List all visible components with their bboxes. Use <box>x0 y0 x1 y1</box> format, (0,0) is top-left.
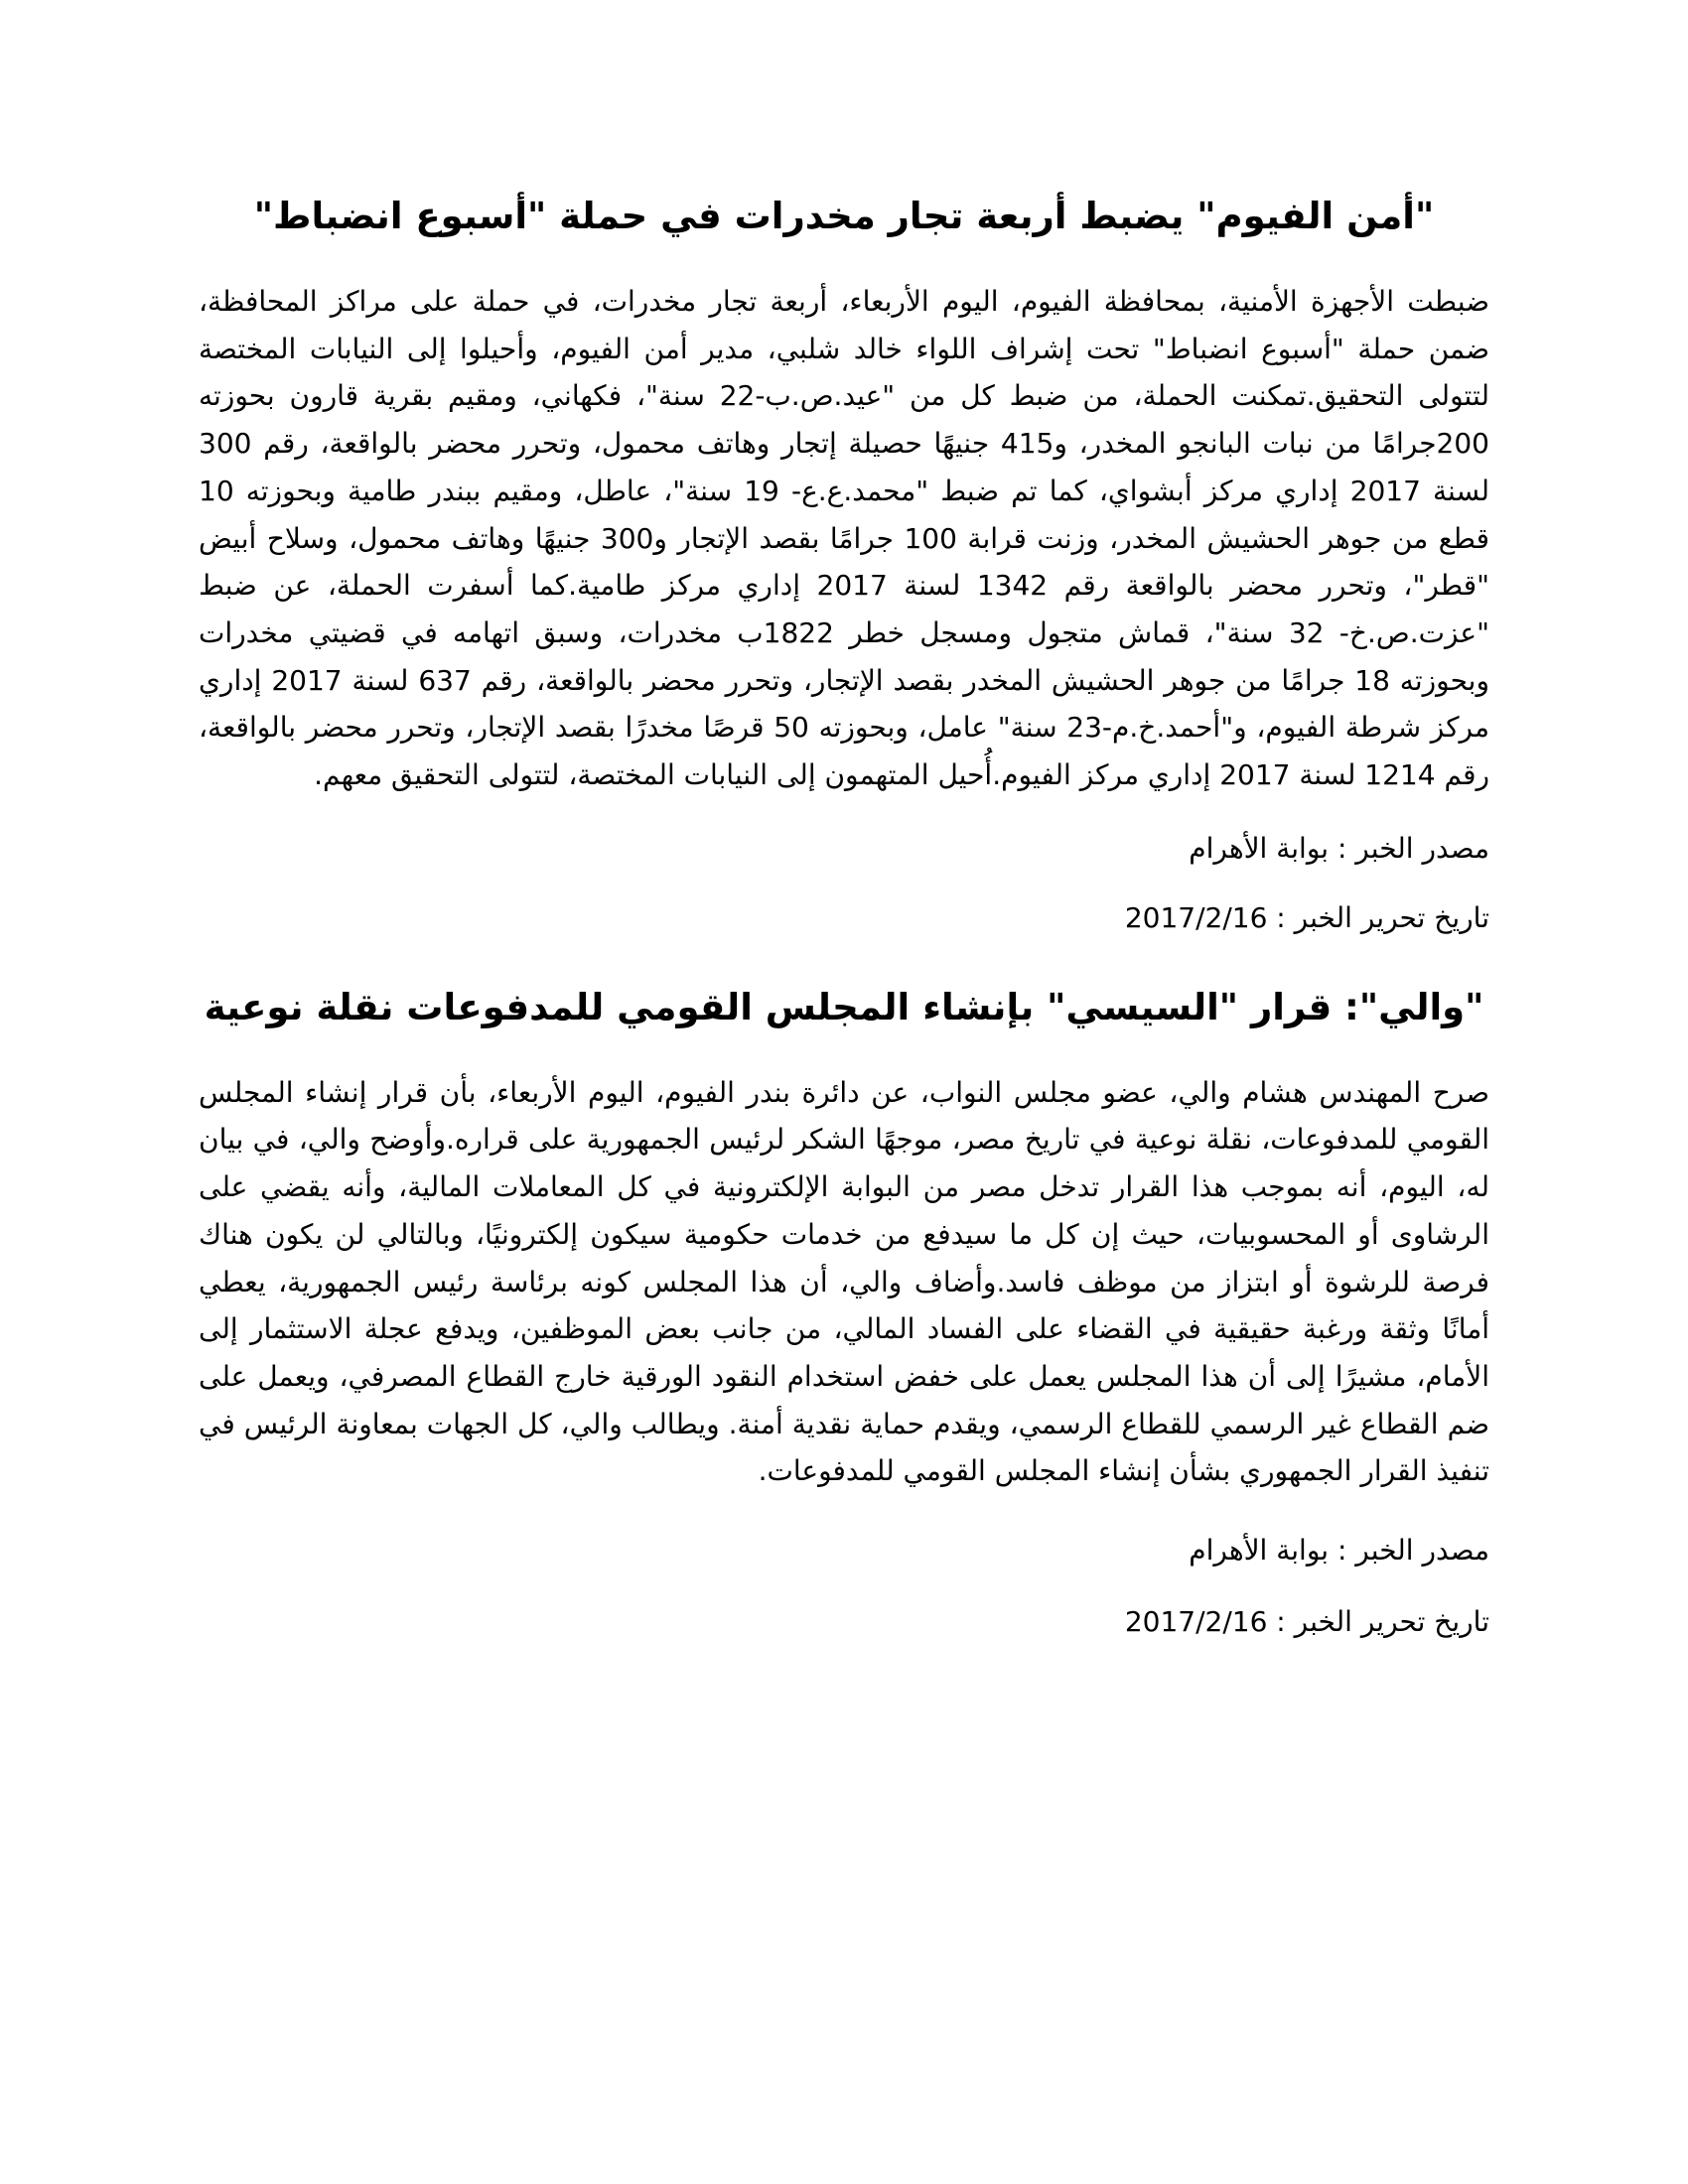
article-headline: "أمن الفيوم" يضبط أربعة تجار مخدرات في حملة "أسبوع انضباط" <box>253 195 1435 237</box>
article-source: مصدر الخبر : بوابة الأهرام <box>1189 831 1489 865</box>
news-article-1 <box>199 189 1489 938</box>
article-headline: "والي": قرار "السيسي" بإنشاء المجلس القومي للمدفوعات نقلة نوعية <box>204 985 1484 1028</box>
article-body: ضبطت الأجهزة الأمنية، بمحافظة الفيوم، اليوم الأربعاء، أربعة تجار مخدرات، في حملة على مراكز المحافظة، ضمن حملة "أسبوع انضباط" تحت إشراف اللواء خالد شلبي، مدير أمن الفيوم، وأحيلوا إلى النيابات المختصة لتتولى التحقيق.تمكنت الحملة، من ضبط كل من "عيد.ص.ب-22 سنة"، فكهاني، ومقيم بقرية قارون بحوزته 200جرامًا من نبات البانجو المخدر، و415 جنيهًا حصيلة إتجار وهاتف محمول، وتحرر محضر بالواقعة، رقم 300 لسنة 2017 إداري مركز أبشواي، كما تم ضبط "محمد.ع.ع- 19 سنة"، عاطل، ومقيم ببندر طامية وبحوزته 10 قطع من جوهر الحشيش المخدر، وزنت قرابة 100 جرامًا بقصد الإتجار و300 جنيهًا وهاتف محمول، وسلاح أبيض "قطر"، وتحرر محضر بالواقعة رقم 1342 لسنة 2017 إداري مركز طامية.كما أسفرت الحملة، عن ضبط "عزت.ص.خ- 32 سنة"، قماش متجول ومسجل خطر 1822ب مخدرات، وسبق اتهامه في قضيتي مخدرات وبحوزته 18 جرامًا من جوهر الحشيش المخدر بقصد الإتجار، وتحرر محضر بالواقعة، رقم 637 لسنة 2017 إداري مركز شرطة الفيوم، و"أحمد.خ.م-23 سنة" عامل، وبحوزته 50 قرصًا مخدرًا بقصد الإتجار، وتحرر محضر بالواقعة، رقم 1214 لسنة 2017 إداري مركز الفيوم.أُحيل المتهمون إلى النيابات المختصة، لتتولى التحقيق معهم. <box>199 285 1490 792</box>
document-page <box>199 189 1489 1642</box>
article-date: تاريخ تحرير الخبر : 2017/2/16 <box>1124 900 1489 934</box>
article-body: صرح المهندس هشام والي، عضو مجلس النواب، عن دائرة بندر الفيوم، اليوم الأربعاء، بأن قرار إنشاء المجلس القومي للمدفوعات، نقلة نوعية في تاريخ مصر، موجهًا الشكر لرئيس الجمهورية على قراره.وأوضح والي، في بيان له، اليوم، أنه بموجب هذا القرار تدخل مصر من البوابة الإلكترونية في كل المعاملات المالية، وأنه يقضي على الرشاوى أو المحسوبيات، حيث إن كل ما سيدفع من خدمات حكومية سيكون إلكترونيًا، وبالتالي لن يكون هناك فرصة للرشوة أو ابتزاز من موظف فاسد.وأضاف والي، أن هذا المجلس كونه برئاسة رئيس الجمهورية، يعطي أمانًا وثقة ورغبة حقيقية في القضاء على الفساد المالي، من جانب بعض الموظفين، ويدفع عجلة الاستثمار إلى الأمام، مشيرًا إلى أن هذا المجلس يعمل على خفض استخدام النقود الورقية خارج القطاع المصرفي، ويعمل على ضم القطاع غير الرسمي للقطاع الرسمي، ويقدم حماية نقدية أمنة. ويطالب والي، كل الجهات بمعاونة الرئيس في تنفيذ القرار الجمهوري بشأن إنشاء المجلس القومي للمدفوعات. <box>199 1075 1489 1488</box>
news-article-2 <box>199 980 1489 1642</box>
article-source: مصدر الخبر : بوابة الأهرام <box>1189 1534 1489 1568</box>
article-date: تاريخ تحرير الخبر : 2017/2/16 <box>1124 1605 1489 1639</box>
